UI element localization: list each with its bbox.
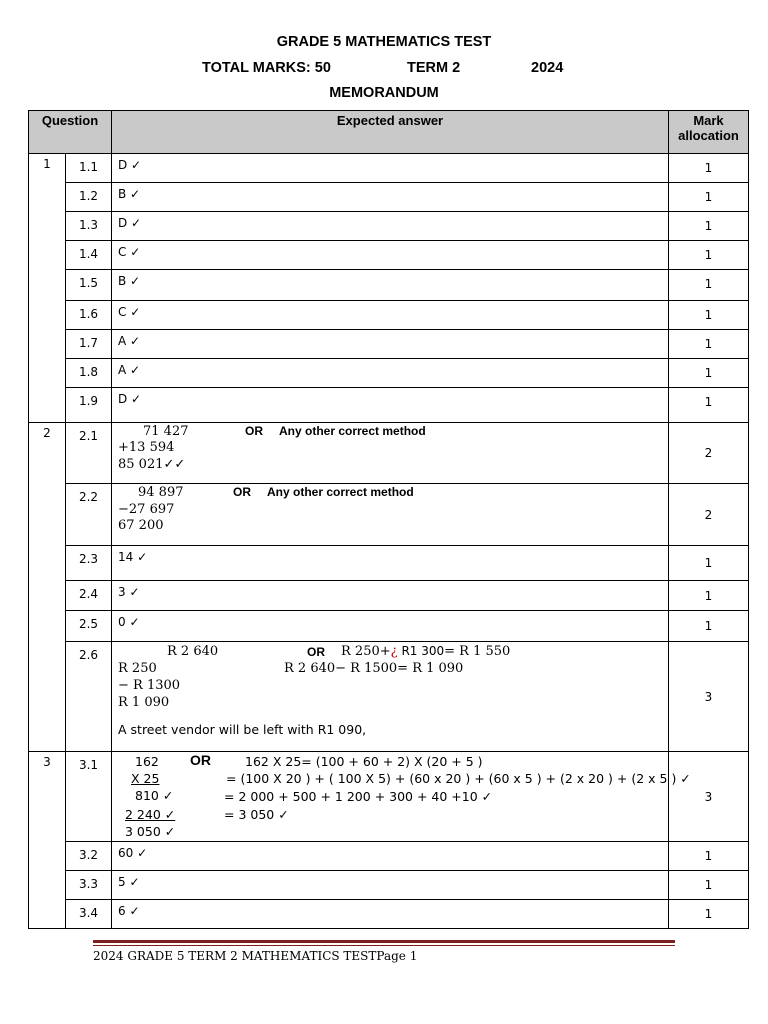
mark-cell: 1 bbox=[669, 842, 749, 871]
sub-question-number: 1.5 bbox=[66, 270, 112, 301]
or-label: OR bbox=[190, 752, 211, 768]
sub-question-number: 3.3 bbox=[66, 871, 112, 900]
multiplicand: 162 bbox=[135, 754, 159, 769]
year-label: 2024 bbox=[531, 60, 564, 76]
sub-question-number: 2.3 bbox=[66, 546, 112, 581]
mark-cell: 1 bbox=[669, 581, 749, 611]
table-row bbox=[29, 183, 749, 212]
sub-question-number: 3.4 bbox=[66, 900, 112, 929]
question-number: 1 bbox=[29, 154, 66, 423]
mark-cell: 1 bbox=[669, 388, 749, 423]
amount-left: R 1 090 bbox=[118, 695, 170, 710]
answer-cell: B ✓ bbox=[112, 183, 669, 212]
answer-cell: 60 ✓ bbox=[112, 842, 669, 871]
or-label: OR bbox=[233, 485, 251, 499]
or-label: OR bbox=[245, 424, 263, 438]
mark-cell: 1 bbox=[669, 241, 749, 270]
table-row bbox=[29, 212, 749, 241]
table-row bbox=[29, 241, 749, 270]
sub-question-number: 1.2 bbox=[66, 183, 112, 212]
mark-cell: 1 bbox=[669, 546, 749, 581]
question-column-header: Question bbox=[29, 111, 112, 154]
answer-cell: C ✓ bbox=[112, 301, 669, 330]
sub-question-number: 1.3 bbox=[66, 212, 112, 241]
amount-total: R 2 640 bbox=[167, 644, 219, 659]
sum-result: 85 021✓✓ bbox=[118, 457, 186, 472]
sub-question-number: 1.9 bbox=[66, 388, 112, 423]
expanded-step-1: 162 X 25= (100 + 60 + 2) X (20 + 5 ) bbox=[245, 754, 483, 769]
answer-cell bbox=[112, 484, 669, 546]
sub-question-number: 2.2 bbox=[66, 484, 112, 546]
answer-cell: A ✓ bbox=[112, 359, 669, 388]
mark-cell: 2 bbox=[669, 423, 749, 484]
sub-question-number: 3.1 bbox=[66, 752, 112, 842]
answer-sentence: A street vendor will be left with R1 090, bbox=[118, 722, 367, 737]
answer-cell: D ✓ bbox=[112, 154, 669, 183]
mark-cell: 1 bbox=[669, 359, 749, 388]
answer-cell: D ✓ bbox=[112, 212, 669, 241]
memorandum-table bbox=[28, 110, 749, 929]
test-title: GRADE 5 MATHEMATICS TEST bbox=[276, 34, 492, 50]
mark-cell: 3 bbox=[669, 642, 749, 752]
mark-allocation-column-header: Mark allocation bbox=[669, 111, 749, 154]
term-label: TERM 2 bbox=[407, 60, 461, 76]
table-row bbox=[29, 301, 749, 330]
mark-cell: 1 bbox=[669, 871, 749, 900]
or-label: OR bbox=[307, 645, 325, 659]
mark-cell: 3 bbox=[669, 752, 749, 842]
expanded-step-2: = (100 X 20 ) + ( 100 X 5) + (60 x 20 ) + (60 x 5 ) + (2 x 20 ) + (2 x 5 ) ✓ bbox=[226, 771, 691, 786]
sub-question-number: 1.7 bbox=[66, 330, 112, 359]
minuend: 94 897 bbox=[138, 485, 184, 500]
table-row bbox=[29, 359, 749, 388]
table-header-row bbox=[29, 111, 749, 154]
product-result: 3 050 ✓ bbox=[125, 824, 176, 839]
sub-question-number: 2.5 bbox=[66, 611, 112, 642]
footer-rule-thin bbox=[93, 945, 675, 946]
subtrahend: −27 697 bbox=[118, 502, 175, 517]
answer-cell: 5 ✓ bbox=[112, 871, 669, 900]
addend-2: +13 594 bbox=[118, 440, 175, 455]
answer-cell: B ✓ bbox=[112, 270, 669, 301]
alt-expression-2: R 2 640− R 1500= R 1 090 bbox=[284, 661, 464, 676]
sub-question-number: 2.4 bbox=[66, 581, 112, 611]
table-row bbox=[29, 871, 749, 900]
table-row bbox=[29, 546, 749, 581]
sub-question-number: 1.4 bbox=[66, 241, 112, 270]
table-row bbox=[29, 642, 749, 752]
table-row bbox=[29, 270, 749, 301]
table-row bbox=[29, 154, 749, 183]
question-number: 2 bbox=[29, 423, 66, 752]
alt-expression-1: R 250+¿ R1 300= R 1 550 bbox=[341, 644, 511, 659]
sub-question-number: 1.8 bbox=[66, 359, 112, 388]
mark-cell: 1 bbox=[669, 301, 749, 330]
addend-1: 71 427 bbox=[143, 424, 189, 439]
table-row bbox=[29, 611, 749, 642]
mark-cell: 2 bbox=[669, 484, 749, 546]
sub-question-number: 1.6 bbox=[66, 301, 112, 330]
sub-question-number: 2.6 bbox=[66, 642, 112, 752]
answer-cell: 0 ✓ bbox=[112, 611, 669, 642]
table-row bbox=[29, 842, 749, 871]
expanded-step-4: = 3 050 ✓ bbox=[224, 807, 289, 822]
amount-spent-1: R 250 bbox=[118, 661, 157, 676]
sub-question-number: 2.1 bbox=[66, 423, 112, 484]
answer-cell: 3 ✓ bbox=[112, 581, 669, 611]
table-row bbox=[29, 752, 749, 842]
mark-cell: 1 bbox=[669, 154, 749, 183]
answer-cell: D ✓ bbox=[112, 388, 669, 423]
table-row bbox=[29, 423, 749, 484]
expected-answer-column-header: Expected answer bbox=[112, 111, 669, 154]
table-row bbox=[29, 581, 749, 611]
mark-cell: 1 bbox=[669, 611, 749, 642]
mark-cell: 1 bbox=[669, 270, 749, 301]
answer-cell bbox=[112, 642, 669, 752]
amount-spent-2: − R 1300 bbox=[118, 678, 181, 693]
partial-product-1: 810 ✓ bbox=[135, 788, 174, 803]
question-number: 3 bbox=[29, 752, 66, 929]
footer-rule bbox=[93, 940, 675, 943]
alt-method-note: Any other correct method bbox=[267, 485, 414, 499]
answer-cell: 6 ✓ bbox=[112, 900, 669, 929]
answer-cell bbox=[112, 752, 691, 842]
total-marks: TOTAL MARKS: 50 bbox=[202, 60, 331, 76]
mark-cell: 1 bbox=[669, 212, 749, 241]
answer-cell: A ✓ bbox=[112, 330, 669, 359]
multiplier: X 25 bbox=[131, 771, 160, 786]
partial-product-2: 2 240 ✓ bbox=[125, 807, 176, 822]
table-row bbox=[29, 900, 749, 929]
table-row bbox=[29, 484, 749, 546]
mark-cell: 1 bbox=[669, 900, 749, 929]
memorandum-title: MEMORANDUM bbox=[329, 85, 439, 101]
answer-cell bbox=[112, 423, 669, 484]
answer-cell: C ✓ bbox=[112, 241, 669, 270]
alt-method-note: Any other correct method bbox=[279, 424, 426, 438]
sub-question-number: 3.2 bbox=[66, 842, 112, 871]
table-row bbox=[29, 330, 749, 359]
mark-cell: 1 bbox=[669, 183, 749, 212]
table-row bbox=[29, 388, 749, 423]
sub-question-number: 1.1 bbox=[66, 154, 112, 183]
answer-cell: 14 ✓ bbox=[112, 546, 669, 581]
expanded-step-3: = 2 000 + 500 + 1 200 + 300 + 40 +10 ✓ bbox=[224, 789, 493, 804]
mark-cell: 1 bbox=[669, 330, 749, 359]
difference-result: 67 200 bbox=[118, 518, 164, 533]
footer-text: 2024 GRADE 5 TERM 2 MATHEMATICS TESTPage 1 bbox=[93, 949, 418, 963]
